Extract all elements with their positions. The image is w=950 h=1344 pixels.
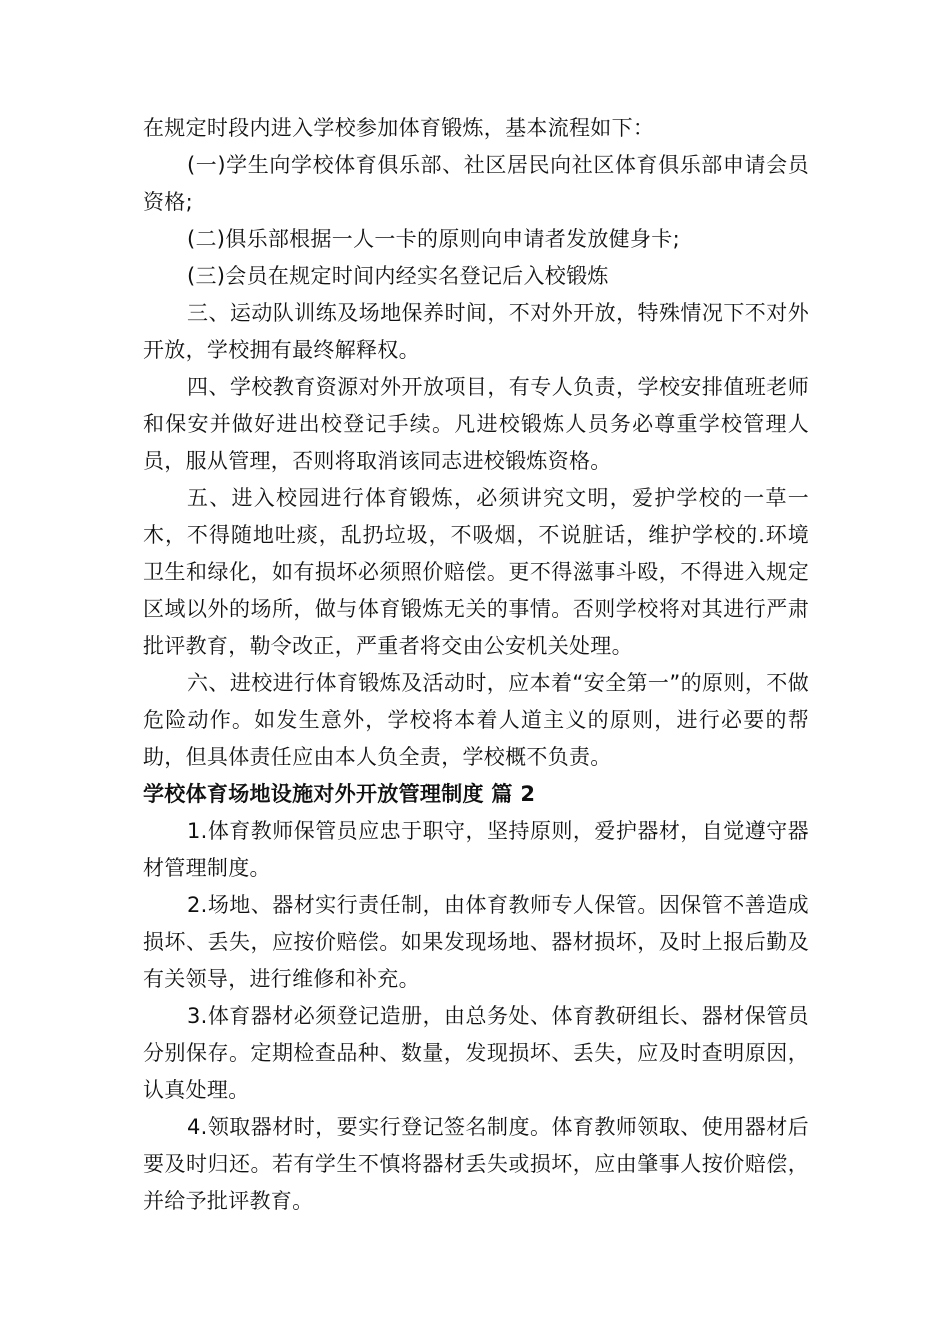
paragraph: 4.领取器材时，要实行登记签名制度。体育教师领取、使用器材后要及时归还。若有学生不慎将器材丢失或损坏，应由肇事人按价赔偿，并给予批评教育。 bbox=[143, 1115, 809, 1213]
paragraph: 四、学校教育资源对外开放项目，有专人负责，学校安排值班老师和保安并做好进出校登记手续。凡进校锻炼人员务必尊重学校管理人员，服从管理，否则将取消该同志进校锻炼资格。 bbox=[143, 375, 809, 473]
paragraph: 三、运动队训练及场地保养时间，不对外开放，特殊情况下不对外开放，学校拥有最终解释权。 bbox=[143, 301, 809, 362]
paragraph: 1.体育教师保管员应忠于职守，坚持原则，爱护器材，自觉遵守器材管理制度。 bbox=[143, 819, 809, 880]
paragraph: 五、进入校园进行体育锻炼，必须讲究文明，爱护学校的一草一木，不得随地吐痰，乱扔垃圾，不吸烟，不说脏话，维护学校的.环境卫生和绿化，如有损坏必须照价赔偿。更不得滋事斗殴，不得进入规定区域以外的场所，做与体育锻炼无关的事情。否则学校将对其进行严肃批评教育，勒令改正，严重者将交由公安机关处理。 bbox=[143, 486, 809, 658]
paragraph: 3.体育器材必须登记造册，由总务处、体育教研组长、器材保管员分别保存。定期检查品种、数量，发现损坏、丢失，应及时查明原因，认真处理。 bbox=[143, 1004, 809, 1102]
paragraph: (三)会员在规定时间内经实名登记后入校锻炼 bbox=[187, 264, 609, 288]
paragraph: 2.场地、器材实行责任制，由体育教师专人保管。因保管不善造成损坏、丢失，应按价赔偿。如果发现场地、器材损坏，及时上报后勤及有关领导，进行维修和补充。 bbox=[143, 893, 809, 991]
section-heading: 学校体育场地设施对外开放管理制度 篇 2 bbox=[143, 782, 536, 806]
paragraph: 在规定时段内进入学校参加体育锻炼，基本流程如下： bbox=[143, 116, 655, 140]
document-body bbox=[143, 110, 809, 1220]
paragraph: (二)俱乐部根据一人一卡的原则向申请者发放健身卡; bbox=[187, 227, 680, 251]
paragraph: 六、进校进行体育锻炼及活动时，应本着“安全第一”的原则，不做危险动作。如发生意外，学校将本着人道主义的原则，进行必要的帮助，但具体责任应由本人负全责，学校概不负责。 bbox=[143, 671, 809, 769]
paragraph: (一)学生向学校体育俱乐部、社区居民向社区体育俱乐部申请会员资格; bbox=[143, 153, 809, 214]
